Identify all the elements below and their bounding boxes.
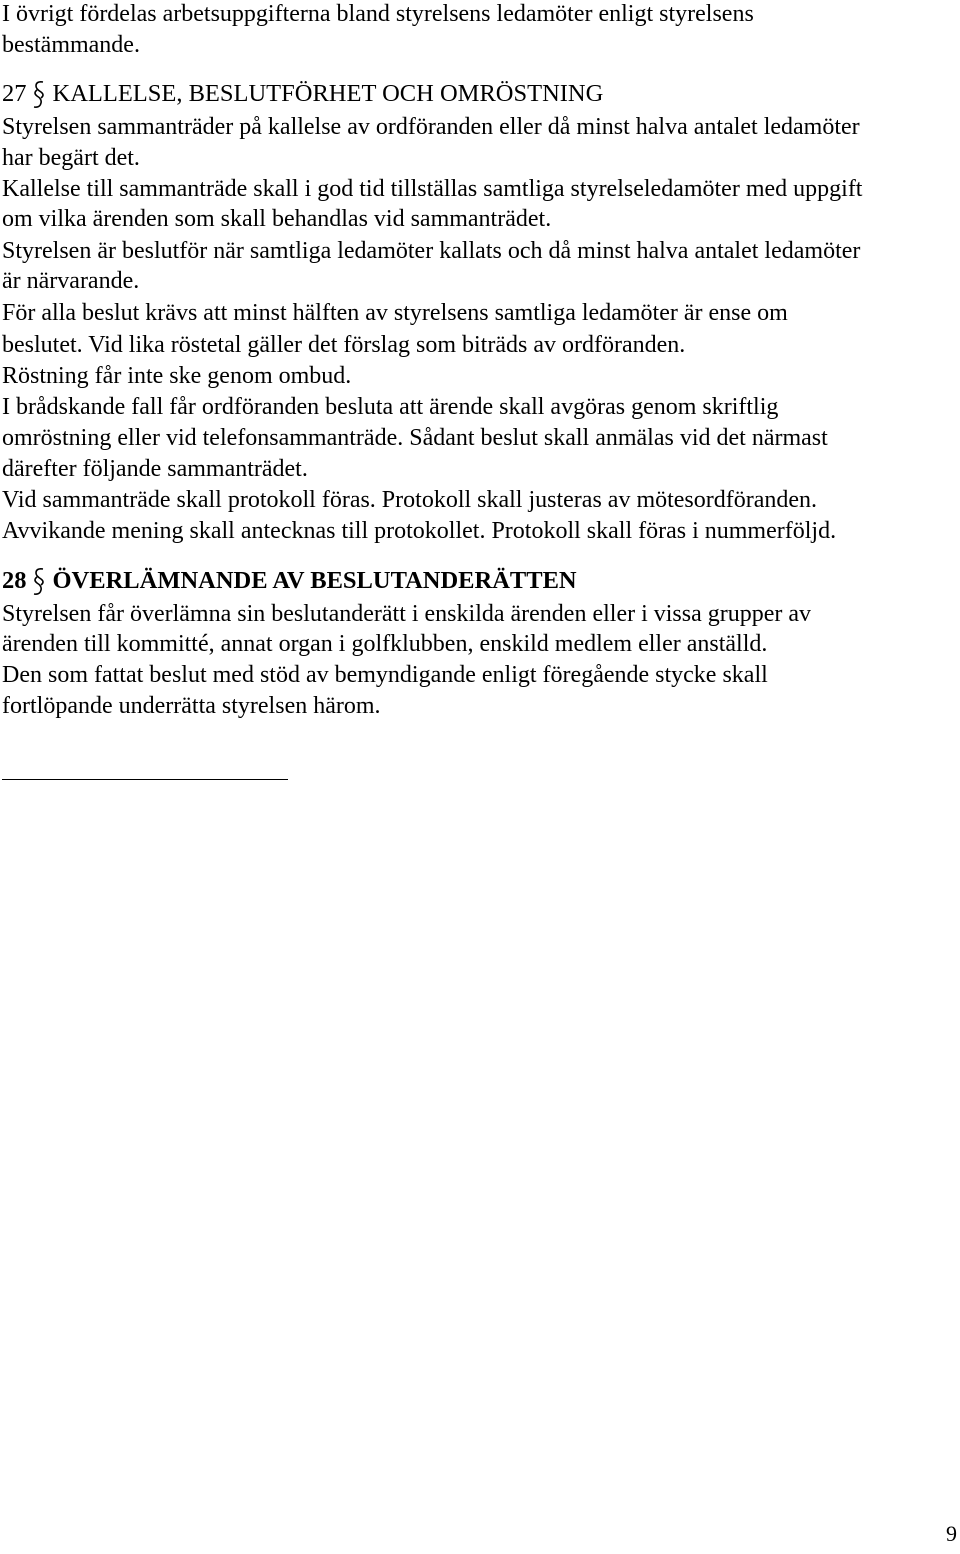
- text-line: Styrelsen är beslutför när samtliga ledamöter kallats och då minst halva antalet ledamöter: [2, 238, 861, 264]
- text-line: För alla beslut krävs att minst hälften av styrelsens samtliga ledamöter är ense om: [2, 300, 788, 326]
- text-line: beslutet. Vid lika röstetal gäller det förslag som biträds av ordföranden.: [2, 332, 686, 358]
- text-line: ärenden till kommitté, annat organ i golfklubben, enskild medlem eller anställd.: [2, 631, 768, 657]
- section-sign-icon: [27, 566, 53, 596]
- section-title: ÖVERLÄMNANDE AV BESLUTANDERÄTTEN: [52, 567, 577, 594]
- text-line: bestämmande.: [2, 32, 140, 58]
- text-line: I brådskande fall får ordföranden besluta att ärende skall avgöras genom skriftlig: [2, 394, 779, 420]
- text-line: Kallelse till sammanträde skall i god tid tillställas samtliga styrelseledamöter med uppgift: [2, 176, 863, 202]
- text-line: Avvikande mening skall antecknas till protokollet. Protokoll skall föras i nummerföljd.: [2, 518, 837, 544]
- text-line: Vid sammanträde skall protokoll föras. Protokoll skall justeras av mötesordföranden.: [2, 487, 818, 513]
- text-line: därefter följande sammanträdet.: [2, 456, 308, 482]
- text-line: är närvarande.: [2, 268, 140, 294]
- text-line: I övrigt fördelas arbetsuppgifterna bland styrelsens ledamöter enligt styrelsens: [2, 1, 754, 27]
- text-line: Styrelsen får överlämna sin beslutanderätt i enskilda ärenden eller i vissa grupper av: [2, 601, 812, 627]
- text-line: omröstning eller vid telefonsammanträde. Sådant beslut skall anmälas vid det närmast: [2, 425, 828, 451]
- section-sign-icon: [27, 79, 53, 109]
- text-line: om vilka ärenden som skall behandlas vid sammanträdet.: [2, 206, 552, 232]
- section-heading-27: [2, 79, 603, 109]
- section-number: 27: [2, 80, 27, 107]
- page-number: 9: [946, 1521, 957, 1546]
- text-line: Den som fattat beslut med stöd av bemyndigande enligt föregående stycke skall: [2, 662, 768, 688]
- section-title: KALLELSE, BESLUTFÖRHET OCH OMRÖSTNING: [52, 80, 604, 107]
- text-line: fortlöpande underrätta styrelsen härom.: [2, 693, 381, 719]
- end-rule: [2, 779, 288, 780]
- section-heading-28: [2, 566, 577, 596]
- section-number: 28: [2, 567, 27, 594]
- text-line: har begärt det.: [2, 145, 140, 171]
- text-line: Styrelsen sammanträder på kallelse av ordföranden eller då minst halva antalet ledamöter: [2, 114, 860, 140]
- text-line: Röstning får inte ske genom ombud.: [2, 363, 352, 389]
